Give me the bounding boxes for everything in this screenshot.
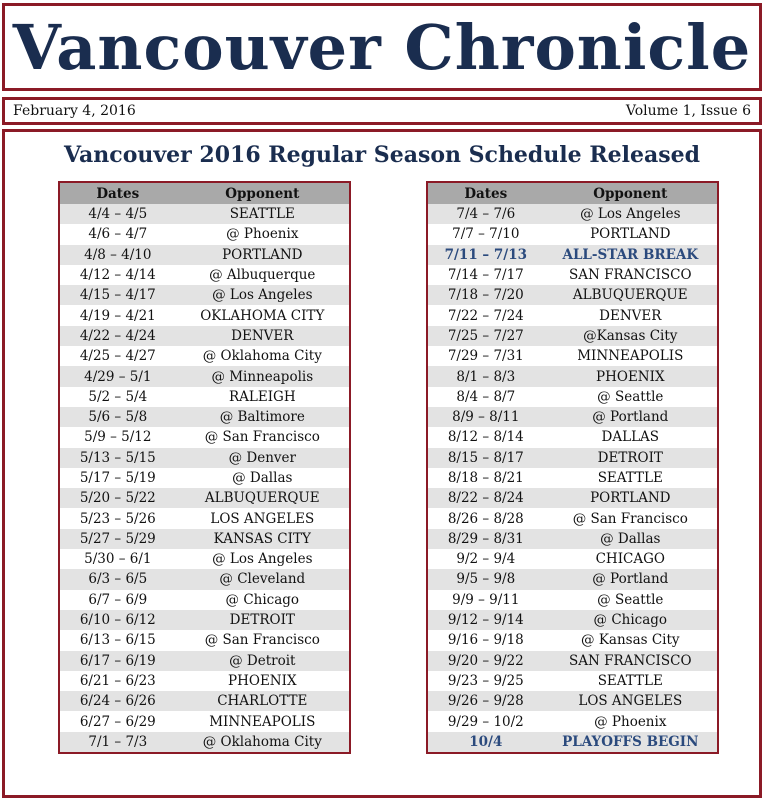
row-opponent: @ Detroit xyxy=(229,652,296,669)
row-dates: 9/26 – 9/28 xyxy=(447,693,524,710)
row-dates: 5/17 – 5/19 xyxy=(79,470,156,486)
newspaper-title: Vancouver Chronicle xyxy=(12,10,752,84)
schedule-table-left xyxy=(58,181,351,754)
row-opponent: @Kansas City xyxy=(583,327,678,344)
row-dates: 9/2 – 9/4 xyxy=(456,551,516,568)
table-row xyxy=(428,285,717,305)
header-opponent: Opponent xyxy=(593,185,668,202)
row-dates: 5/13 – 5/15 xyxy=(79,449,156,466)
row-dates: 10/4 xyxy=(469,733,503,750)
table-row xyxy=(428,224,717,244)
row-dates: 8/9 – 8/11 xyxy=(452,409,520,426)
row-opponent: @ Los Angeles xyxy=(212,551,313,568)
row-opponent: @ Portland xyxy=(592,571,669,588)
table-row xyxy=(60,549,349,569)
table-row xyxy=(428,305,717,325)
masthead xyxy=(2,3,762,91)
row-dates: 7/22 – 7/24 xyxy=(447,307,524,324)
row-dates: 9/20 – 9/22 xyxy=(447,652,524,669)
table-row xyxy=(428,711,717,731)
row-dates: 7/11 – 7/13 xyxy=(444,246,527,263)
row-opponent: @ Kansas City xyxy=(581,632,680,649)
row-opponent: @ Dallas xyxy=(600,530,661,547)
row-opponent: PLAYOFFS BEGIN xyxy=(562,733,699,750)
row-opponent: @ Oklahoma City xyxy=(202,733,322,750)
row-opponent: DETROIT xyxy=(597,449,663,466)
table-row xyxy=(60,387,349,407)
row-dates: 4/19 – 4/21 xyxy=(79,307,156,324)
header-dates: Dates xyxy=(464,185,508,202)
table-row xyxy=(60,610,349,630)
table-row xyxy=(60,569,349,589)
article-panel xyxy=(2,129,762,798)
row-dates: 5/2 – 5/4 xyxy=(88,388,148,405)
row-opponent: CHARLOTTE xyxy=(217,693,308,710)
row-dates: 6/27 – 6/29 xyxy=(79,713,156,730)
row-opponent: ALL-STAR BREAK xyxy=(562,246,699,263)
row-dates: 8/26 – 8/28 xyxy=(447,510,524,527)
table-row xyxy=(428,468,717,488)
table-row xyxy=(428,346,717,366)
row-dates: 6/13 – 6/15 xyxy=(79,632,156,649)
row-opponent: PHOENIX xyxy=(596,368,665,385)
issue-date: February 4, 2016 xyxy=(13,103,136,119)
table-row xyxy=(60,346,349,366)
row-dates: 9/16 – 9/18 xyxy=(447,632,524,649)
row-opponent: @ San Francisco xyxy=(204,632,320,649)
row-opponent: @ Seattle xyxy=(597,388,664,405)
row-dates: 9/23 – 9/25 xyxy=(447,672,524,689)
row-dates: 5/27 – 5/29 xyxy=(79,530,156,547)
row-opponent: ALBUQUERQUE xyxy=(204,490,320,507)
table-row xyxy=(428,387,717,407)
row-opponent: MINNEAPOLIS xyxy=(209,713,316,730)
row-dates: 5/23 – 5/26 xyxy=(79,510,156,527)
row-dates: 7/14 – 7/17 xyxy=(447,267,524,284)
row-opponent: @ Cleveland xyxy=(219,571,306,588)
table-row xyxy=(60,590,349,610)
row-opponent: MINNEAPOLIS xyxy=(577,348,684,365)
row-dates: 6/21 – 6/23 xyxy=(79,672,156,689)
row-opponent: @ Baltimore xyxy=(219,409,305,426)
table-row xyxy=(428,204,717,224)
table-row xyxy=(60,468,349,488)
table-row xyxy=(60,630,349,650)
table-row xyxy=(60,732,349,752)
row-dates: 8/1 – 8/3 xyxy=(456,368,516,385)
row-dates: 5/20 – 5/22 xyxy=(79,490,156,507)
row-opponent: SEATTLE xyxy=(229,206,295,223)
row-opponent: @ Minneapolis xyxy=(211,368,314,385)
row-opponent: DENVER xyxy=(599,307,662,324)
table-row xyxy=(60,285,349,305)
table-row xyxy=(428,732,717,752)
table-row xyxy=(428,590,717,610)
table-row xyxy=(428,651,717,671)
row-dates: 6/7 – 6/9 xyxy=(88,591,148,608)
table-row xyxy=(428,448,717,468)
row-dates: 7/7 – 7/10 xyxy=(452,226,520,243)
row-dates: 4/8 – 4/10 xyxy=(84,246,152,263)
row-dates: 4/6 – 4/7 xyxy=(88,226,148,243)
table-row xyxy=(60,245,349,265)
row-opponent: @ Los Angeles xyxy=(580,206,681,223)
row-opponent: PORTLAND xyxy=(590,490,671,507)
table-row xyxy=(60,488,349,508)
row-dates: 5/30 – 6/1 xyxy=(84,551,152,568)
row-dates: 8/18 – 8/21 xyxy=(447,470,524,486)
row-dates: 6/3 – 6/5 xyxy=(88,571,148,588)
table-row xyxy=(60,326,349,346)
row-dates: 5/6 – 5/8 xyxy=(88,409,148,426)
row-opponent: @ San Francisco xyxy=(572,510,688,527)
row-opponent: @ Chicago xyxy=(593,612,668,629)
table-header xyxy=(428,183,717,204)
table-row xyxy=(428,529,717,549)
table-row xyxy=(428,407,717,427)
row-dates: 4/29 – 5/1 xyxy=(84,368,152,385)
header-dates: Dates xyxy=(96,185,140,202)
row-opponent: @ Chicago xyxy=(225,591,300,608)
row-dates: 4/12 – 4/14 xyxy=(79,267,156,284)
row-dates: 9/9 – 9/11 xyxy=(452,591,520,608)
row-opponent: @ Oklahoma City xyxy=(202,348,322,365)
row-dates: 6/17 – 6/19 xyxy=(79,652,156,669)
info-bar xyxy=(2,97,762,125)
row-dates: 6/24 – 6/26 xyxy=(79,693,156,710)
row-dates: 8/29 – 8/31 xyxy=(447,530,524,547)
table-row xyxy=(60,204,349,224)
table-row xyxy=(60,651,349,671)
table-row xyxy=(428,691,717,711)
table-row xyxy=(60,224,349,244)
row-dates: 8/12 – 8/14 xyxy=(447,429,524,446)
row-opponent: SEATTLE xyxy=(597,672,663,689)
row-opponent: ALBUQUERQUE xyxy=(572,287,688,304)
table-row xyxy=(60,529,349,549)
row-opponent: PORTLAND xyxy=(222,246,303,263)
table-row xyxy=(428,427,717,447)
row-opponent: @ Phoenix xyxy=(594,713,667,730)
table-row xyxy=(60,407,349,427)
row-dates: 7/29 – 7/31 xyxy=(447,348,524,365)
table-row xyxy=(60,305,349,325)
table-row xyxy=(60,671,349,691)
article-headline: Vancouver 2016 Regular Season Schedule Released xyxy=(64,142,700,168)
table-row xyxy=(428,488,717,508)
volume-issue: Volume 1, Issue 6 xyxy=(625,103,751,119)
row-opponent: LOS ANGELES xyxy=(210,510,315,527)
row-opponent: PHOENIX xyxy=(228,672,297,689)
table-row xyxy=(428,366,717,386)
row-dates: 7/18 – 7/20 xyxy=(447,287,524,304)
row-opponent: @ Portland xyxy=(592,409,669,426)
row-dates: 7/4 – 7/6 xyxy=(456,206,516,223)
row-opponent: CHICAGO xyxy=(595,551,665,568)
row-opponent: @ Denver xyxy=(228,449,296,466)
row-opponent: @ Phoenix xyxy=(226,226,299,243)
row-dates: 4/15 – 4/17 xyxy=(79,287,156,304)
row-opponent: DALLAS xyxy=(601,429,660,446)
row-opponent: @ Seattle xyxy=(597,591,664,608)
row-dates: 6/10 – 6/12 xyxy=(79,612,156,629)
table-row xyxy=(60,508,349,528)
table-row xyxy=(60,711,349,731)
row-dates: 8/22 – 8/24 xyxy=(447,490,524,507)
row-opponent: @ Los Angeles xyxy=(212,287,313,304)
table-row xyxy=(428,569,717,589)
table-row xyxy=(428,549,717,569)
row-dates: 9/29 – 10/2 xyxy=(447,713,524,730)
table-row xyxy=(60,366,349,386)
row-opponent: @ San Francisco xyxy=(204,429,320,446)
row-dates: 8/15 – 8/17 xyxy=(447,449,524,466)
table-row xyxy=(428,508,717,528)
table-row xyxy=(428,326,717,346)
row-opponent: LOS ANGELES xyxy=(578,693,683,710)
row-opponent: SEATTLE xyxy=(597,470,663,486)
header-opponent: Opponent xyxy=(225,185,300,202)
row-dates: 5/9 – 5/12 xyxy=(84,429,152,446)
row-opponent: DETROIT xyxy=(229,612,295,629)
row-opponent: PORTLAND xyxy=(590,226,671,243)
table-row xyxy=(60,265,349,285)
table-row xyxy=(60,691,349,711)
table-row xyxy=(60,448,349,468)
row-dates: 7/25 – 7/27 xyxy=(447,327,524,344)
row-dates: 9/5 – 9/8 xyxy=(456,571,516,588)
row-opponent: DENVER xyxy=(231,327,294,344)
row-dates: 4/25 – 4/27 xyxy=(79,348,156,365)
table-row xyxy=(428,671,717,691)
schedule-table-right xyxy=(426,181,719,754)
row-dates: 7/1 – 7/3 xyxy=(88,733,148,750)
row-opponent: SAN FRANCISCO xyxy=(569,652,692,669)
row-opponent: KANSAS CITY xyxy=(213,530,311,547)
table-row xyxy=(428,630,717,650)
row-opponent: @ Dallas xyxy=(232,470,293,486)
row-dates: 4/22 – 4/24 xyxy=(79,327,156,344)
table-row xyxy=(428,245,717,265)
table-row xyxy=(428,265,717,285)
row-dates: 8/4 – 8/7 xyxy=(456,388,516,405)
table-header xyxy=(60,183,349,204)
row-opponent: SAN FRANCISCO xyxy=(569,267,692,284)
row-dates: 4/4 – 4/5 xyxy=(88,206,148,223)
row-dates: 9/12 – 9/14 xyxy=(447,612,524,629)
table-row xyxy=(60,427,349,447)
row-opponent: OKLAHOMA CITY xyxy=(200,307,325,324)
row-opponent: @ Albuquerque xyxy=(209,267,316,284)
table-row xyxy=(428,610,717,630)
row-opponent: RALEIGH xyxy=(228,388,296,405)
